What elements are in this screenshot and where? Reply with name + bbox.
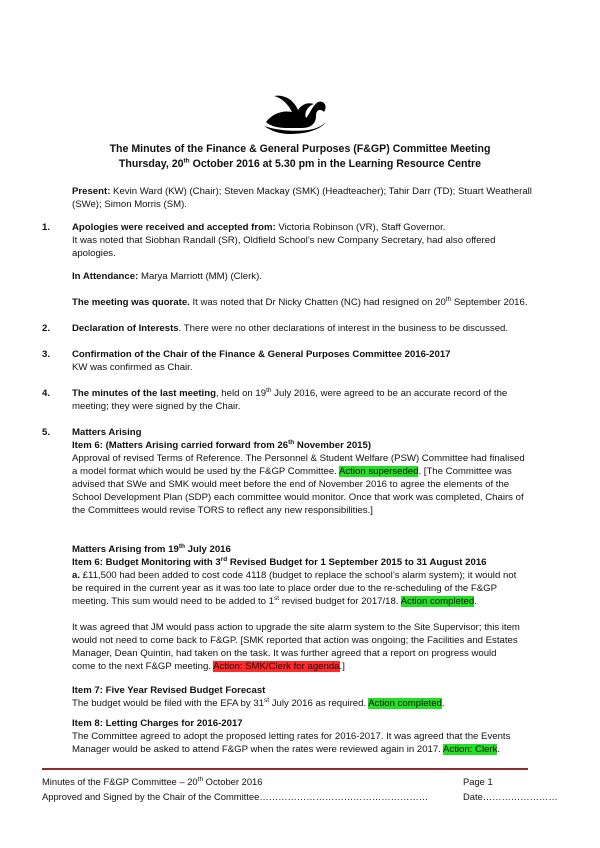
footer-date-line: Date……………………: [463, 791, 558, 802]
item-number: 1.: [42, 222, 51, 233]
item8-block: Item 8: Letting Charges for 2016-2017 The Committee agreed to adopt the proposed letting rates for 2016-2017. It was agreed that the Events Manager would be asked to attend F&GP when the rates were reviewed again in 2017. Action: Clerk.: [72, 718, 511, 755]
swan-logo-icon: [262, 88, 328, 134]
matters-arising-block: [72, 426, 532, 517]
para-a-line3: meeting. This sum would need to be added to 1: [72, 596, 274, 607]
document-title-line1: The Minutes of the Finance & General Purposes (F&GP) Committee Meeting: [109, 143, 491, 155]
apologies-para: [72, 221, 532, 260]
apologies-line3: apologies.: [72, 248, 116, 259]
minutes-text: , held on 19: [215, 388, 267, 399]
present-para: [72, 185, 532, 211]
matters-july-block: Matters Arising from 19th July 2016 Item 6: Budget Monitoring with 3rd Revised Budget for 1 September 2015 to 31 August 2016 a. £11,500 had been added to cost code 4118 (budget to replace the school’s alarm system); it would not be required in the current year as it was too late to place order due to the re-scheduling of the F&GP meeting. This sum would need to be added to 1st revised budget for 2017/18. Action completed.: [72, 542, 517, 607]
item7-head: Item 7: Five Year Revised Budget Forecast: [72, 685, 266, 696]
quorate-para: [72, 296, 532, 309]
item7-block: Item 7: Five Year Revised Budget Forecast The budget would be filed with the EFA by 31st July 2016 as required. Action completed.: [72, 685, 445, 709]
declaration-text: . There were no other declarations of interest in the business to be discussed.: [178, 323, 509, 334]
action-smk-clerk-highlight: Action: SMK/Clerk for agenda: [213, 661, 340, 672]
jm-line2: would not need to come back to F&GP. [SMK reported that action was ongoing; the Facilities and Estates: [72, 635, 518, 646]
para-a-line3b: revised budget for 2017/18.: [279, 596, 401, 607]
item6-budget-head: Item 6: Budget Monitoring with 3rd Revised Budget for 1 September 2015 to 31 August 2016: [72, 555, 487, 568]
footer-approval-line: Approved and Signed by the Chair of the Committee………………………………………………: [42, 791, 429, 802]
tor-line5: the Committees would revise TORS to reflect any new responsibilities.]: [72, 505, 373, 516]
jm-para: It was agreed that JM would pass action to upgrade the site alarm system to the Site Supervisor; this item would not need to come back to F&GP. [SMK reported that action was ongoing; the Facilities and Estates Manager, Dean Quintin, had taken on the task. It was further agreed that a report on progress would come to the next F&GP meeting. Action: SMK/Clerk for agenda.]: [72, 622, 520, 672]
present-line2: (SWe); Simon Morris (SM).: [72, 199, 187, 210]
present-line1: Kevin Ward (KW) (Chair); Steven Mackay (SMK) (Headteacher); Tahir Darr (TD); Stuart Weatherall: [110, 186, 532, 197]
action-completed-highlight: Action completed: [368, 698, 442, 709]
tor-line4: School Development Plan (SDP) each committee would monitor. Once that work was completed, Chairs of: [72, 492, 524, 503]
jm-line3: Manager, Dean Quintin, had taken on the task. It was further agreed that a report on progress would: [72, 648, 497, 659]
jm-line1: It was agreed that JM would pass action to upgrade the site alarm system to the Site Supervisor; this item: [72, 622, 520, 633]
para-a-sup: st: [273, 594, 280, 602]
minutes-sup: th: [266, 386, 272, 394]
action-clerk-highlight: Action: Clerk: [443, 744, 498, 755]
tor-line3: advised that SWe and SMK would meet before the end of November 2016 to agree the elements of the: [72, 479, 510, 490]
chair-head: Confirmation of the Chair of the Finance & General Purposes Committee 2016-2017: [72, 349, 451, 360]
footer-page-number: Page 1: [463, 776, 493, 787]
tor-line2: a model format which would be used by the F&GP Committee.: [72, 466, 339, 477]
quorate-head: The meeting was quorate.: [72, 297, 190, 308]
tor-line2b: . [The Committee was: [418, 466, 512, 477]
title-date: Thursday, 20: [118, 158, 184, 170]
quorate-sup: th: [445, 295, 452, 303]
para-a-line2: be required in the current year as it was too late to place order due to the re-scheduling of the F&GP: [72, 583, 498, 594]
apologies-line2: It was noted that Siobhan Randall (SR), Oldfield School’s new Company Secretary, had also offered: [72, 235, 496, 246]
item7-line1: The budget would be filed with the EFA by 31: [72, 698, 265, 709]
item-number: 2.: [42, 323, 51, 334]
para-a-label: a.: [72, 570, 81, 581]
item-number: 3.: [42, 349, 51, 360]
quorate-end: September 2016.: [451, 297, 528, 308]
item-number: 4.: [42, 388, 51, 399]
apologies-head: Apologies were received and accepted from:: [72, 222, 276, 233]
jm-line4: come to the next F&GP meeting.: [72, 661, 214, 672]
document-title-line2: [0, 157, 600, 172]
footer-rule: [42, 768, 528, 770]
present-label: Present:: [72, 186, 111, 197]
action-superseded-highlight: Action superseded: [338, 466, 419, 477]
item7-sup: st: [264, 696, 270, 704]
apologies-head-rest: Victoria Robinson (VR), Staff Governor.: [275, 222, 446, 233]
footer-minutes-title: Minutes of the F&GP Committee – 20th October 2016: [42, 775, 263, 787]
declaration-head: Declaration of Interests: [72, 323, 179, 334]
minutes-para: [72, 387, 532, 413]
title-rest: October 2016 at 5.30 pm in the Learning Resource Centre: [189, 158, 482, 170]
item8-line2: Manager would be asked to attend F&GP when the rates were reviewed again in 2017.: [72, 744, 444, 755]
item6-head: Item 6: (Matters Arising carried forward from 26th November 2015): [72, 438, 372, 451]
minutes-text-b: July 2016, were agreed to be an accurate record of the: [271, 388, 508, 399]
minutes-line2: meeting; they were signed by the Chair.: [72, 401, 241, 412]
action-completed-highlight: Action completed: [400, 596, 475, 607]
matters-head: Matters Arising: [72, 427, 142, 438]
item8-line1: The Committee agreed to adopt the proposed letting rates for 2016-2017. It was agreed that the Events: [72, 731, 511, 742]
attendance-text: Marya Marriott (MM) (Clerk).: [138, 271, 262, 282]
minutes-head: The minutes of the last meeting: [72, 388, 216, 399]
matters-july-head: Matters Arising from 19th July 2016: [72, 542, 231, 555]
chair-text: KW was confirmed as Chair.: [72, 362, 193, 373]
title-sup: th: [183, 157, 190, 165]
tor-line1: Approval of revised Terms of Reference. The Personnel & Student Welfare (PSW) Committee had finalised: [72, 453, 525, 464]
quorate-text: It was noted that Dr Nicky Chatten (NC) had resigned on 20: [189, 297, 446, 308]
item-number: 5.: [42, 427, 51, 438]
declaration-para: [72, 322, 532, 335]
chair-para: [72, 348, 532, 374]
attendance-label: In Attendance:: [72, 271, 139, 282]
para-a-line1: £11,500 had been added to cost code 4118 (budget to replace the school’s alarm system); it would not: [80, 570, 517, 581]
attendance-para: [72, 270, 532, 283]
item7-line1b: July 2016 as required.: [269, 698, 369, 709]
item8-head: Item 8: Letting Charges for 2016-2017: [72, 718, 243, 729]
